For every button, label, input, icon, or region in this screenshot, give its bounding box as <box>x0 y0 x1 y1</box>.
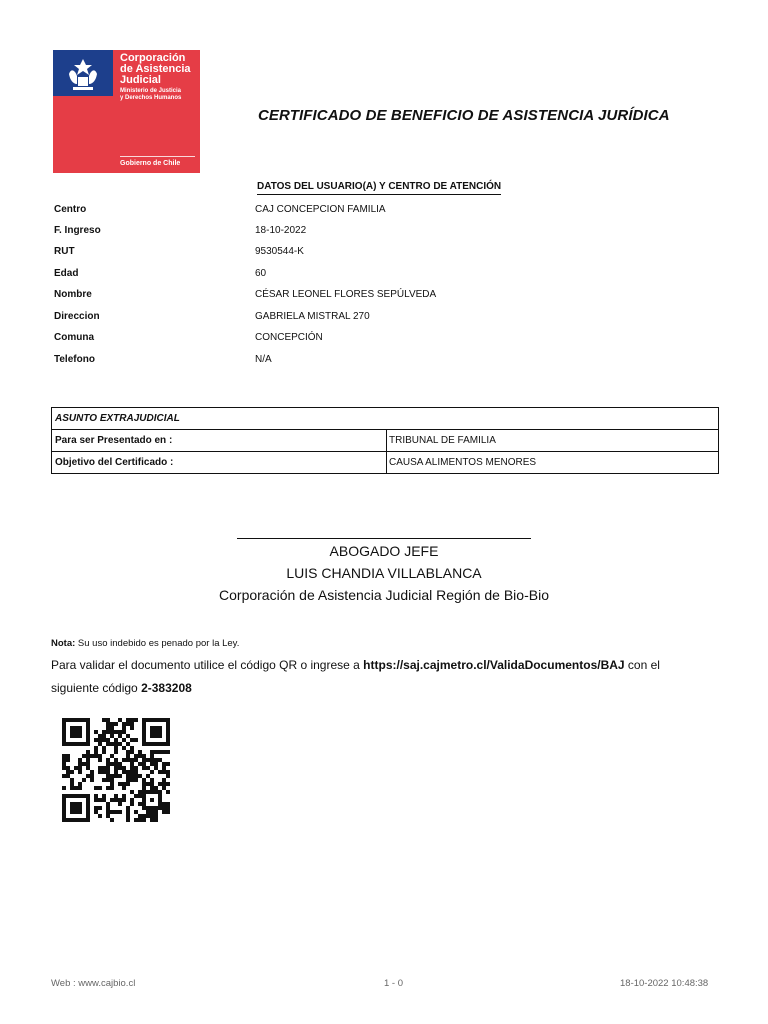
logo-ministry: Ministerio de Justicia y Derechos Humanos <box>120 88 182 101</box>
validation-text-end: con el <box>624 658 660 672</box>
validation-line-1 <box>51 654 721 677</box>
info-label: Edad <box>54 268 79 279</box>
info-label: Centro <box>54 204 87 215</box>
info-label: F. Ingreso <box>54 225 101 236</box>
matter-type: ASUNTO EXTRAJUDICIAL <box>55 413 180 424</box>
info-label: Direccion <box>54 311 100 322</box>
info-value: N/A <box>255 354 272 365</box>
matter-table <box>51 407 719 474</box>
document-title: CERTIFICADO DE BENEFICIO DE ASISTENCIA JURÍDICA <box>258 107 670 124</box>
legal-note <box>51 638 239 649</box>
info-value: 9530544-K <box>255 246 304 257</box>
validation-code: 2-383208 <box>141 681 192 695</box>
footer-website: Web : www.cajbio.cl <box>51 978 136 989</box>
qr-code-icon[interactable] <box>62 718 170 822</box>
matter-value: TRIBUNAL DE FAMILIA <box>386 430 496 451</box>
validation-url-link[interactable]: https://saj.cajmetro.cl/ValidaDocumentos/BAJ <box>363 658 625 672</box>
info-value: GABRIELA MISTRAL 270 <box>255 311 370 322</box>
validation-text: Para validar el documento utilice el código QR o ingrese a <box>51 658 364 672</box>
section-title: DATOS DEL USUARIO(A) Y CENTRO DE ATENCIÓN <box>257 181 501 195</box>
logo-divider <box>120 156 195 157</box>
validation-line-2 <box>51 677 721 700</box>
footer-timestamp: 18-10-2022 10:48:38 <box>620 978 709 989</box>
info-value: 60 <box>255 268 267 279</box>
signature-role: ABOGADO JEFE <box>329 543 439 559</box>
validation-code-label: siguiente código <box>51 681 142 695</box>
signature-organization: Corporación de Asistencia Judicial Región de Bio-Bio <box>219 587 549 603</box>
matter-label: Para ser Presentado en : <box>55 435 173 446</box>
matter-label: Objetivo del Certificado : <box>55 457 174 468</box>
info-value: 18-10-2022 <box>255 225 307 236</box>
info-label: Telefono <box>54 354 95 365</box>
matter-table-header <box>52 408 718 429</box>
signature-line <box>237 538 531 539</box>
note-text: Su uso indebido es penado por la Ley. <box>75 638 240 649</box>
note-label: Nota: <box>51 638 76 649</box>
signature-name: LUIS CHANDIA VILLABLANCA <box>286 565 482 581</box>
info-label: RUT <box>54 246 75 257</box>
info-value: CONCEPCIÓN <box>255 332 323 343</box>
info-label: Nombre <box>54 289 92 300</box>
table-row <box>52 451 718 473</box>
logo-government: Gobierno de Chile <box>120 160 181 167</box>
coat-of-arms-icon <box>63 56 103 92</box>
info-label: Comuna <box>54 332 94 343</box>
info-value: CÉSAR LEONEL FLORES SEPÚLVEDA <box>255 289 437 300</box>
logo-org-name: Corporación de Asistencia Judicial <box>120 52 191 86</box>
footer-page-number: 1 - 0 <box>384 978 404 989</box>
organization-logo <box>53 50 200 173</box>
info-value: CAJ CONCEPCION FAMILIA <box>255 204 386 215</box>
matter-value: CAUSA ALIMENTOS MENORES <box>386 452 536 473</box>
table-row <box>52 429 718 451</box>
